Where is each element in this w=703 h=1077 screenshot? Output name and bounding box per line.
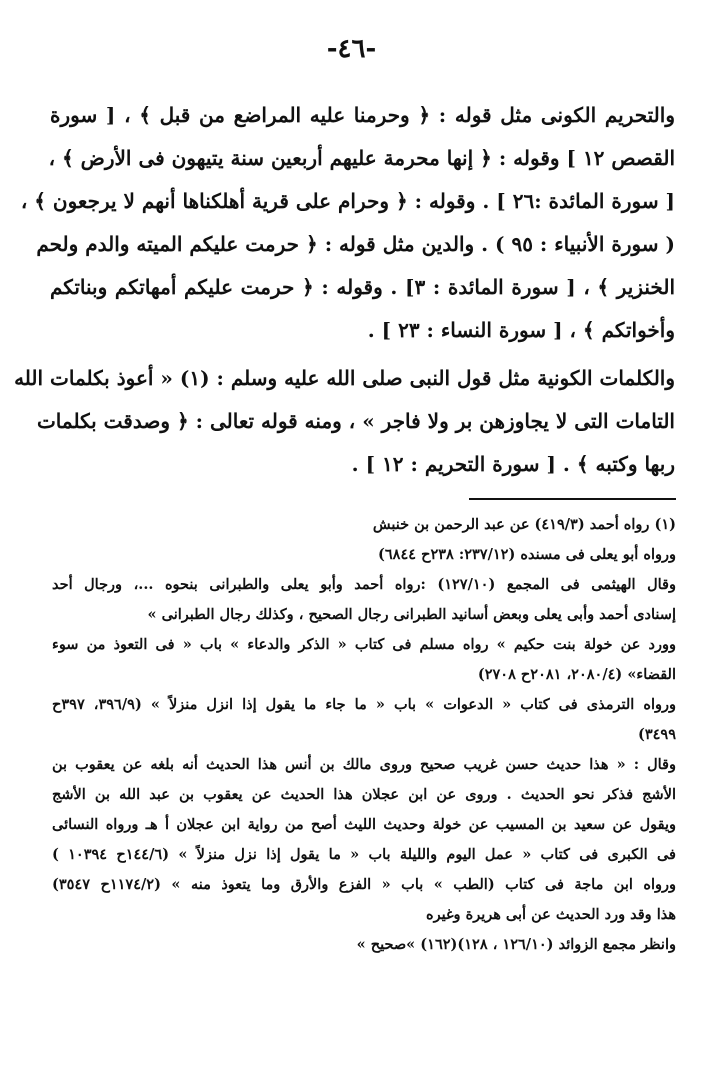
paragraph-line: وأخواتكم ﴾ ، [ سورة النساء : ٢٣ ] . bbox=[367, 318, 675, 342]
footnote-line: القضاء» (٢٠٨٠/٤، ٢٠٨١ح ٢٧٠٨) bbox=[477, 666, 676, 683]
footnote-line: فى الكبرى فى كتاب « عمل اليوم والليلة باب « ما يقول إذا نزل منزلاً » (١٤٤/٦ح ١٠٣٩٤ ) bbox=[52, 846, 676, 863]
paragraph-line: والكلمات الكونية مثل قول النبى صلى الله عليه وسلم : (١) « أعوذ بكلمات الله bbox=[14, 366, 675, 390]
footnote-line: الأشج فذكر نحو الحديث . وروى عن ابن عجلان هذا الحديث عن يعقوب بن عبد الله بن الأشج bbox=[52, 786, 676, 803]
footnote-line: (١) رواه أحمد (٤١٩/٣) عن عبد الرحمن بن خنبش bbox=[372, 516, 676, 533]
footnote-line: إسنادى أحمد وأبى يعلى وبعض أسانيد الطبرانى رجال الصحيح ، وكذلك رجال الطبرانى » bbox=[147, 606, 676, 623]
footnote-line: وقال : « هذا حديث حسن غريب صحيح وروى مالك بن أنس هذا الحديث أنه بلغه عن يعقوب بن bbox=[52, 756, 676, 773]
paragraph-line: التامات التى لا يجاوزهن بر ولا فاجر » ، ومنه قوله تعالى : ﴿ وصدقت بكلمات bbox=[36, 409, 675, 433]
footnote-line: ورواه أبو يعلى فى مسنده (٢٣٧/١٢: ٢٣٨ح ٦٨٤٤) bbox=[378, 546, 676, 563]
footnote-line: ورواه الترمذى فى كتاب « الدعوات » باب « ما جاء ما يقول إذا انزل منزلاً » (٣٩٦/٩، ٣٩٧ح bbox=[52, 696, 676, 713]
footnote-line: ٣٤٩٩) bbox=[637, 726, 676, 743]
page-number: -٤٦- bbox=[326, 34, 377, 64]
footnote-line: وانظر مجمع الزوائد (١٢٦/١٠ ، ١٢٨)(١٦٢) »صحيح » bbox=[356, 936, 676, 953]
paragraph-line: والتحريم الكونى مثل قوله : ﴿ وحرمنا عليه المراضع من قبل ﴾ ، [ سورة bbox=[50, 103, 675, 127]
footnote-separator bbox=[469, 498, 676, 500]
paragraph-line: القصص ١٢ ] وقوله : ﴿ إنها محرمة عليهم أربعين سنة يتيهون فى الأرض ﴾ ، bbox=[48, 146, 675, 170]
footnote-line: وورد عن خولة بنت حكيم » رواه مسلم فى كتاب « الذكر والدعاء » باب « فى التعوذ من سوء bbox=[52, 636, 676, 653]
paragraph-line: الخنزير ﴾ ، [ سورة المائدة : ٣] . وقوله : ﴿ حرمت عليكم أمهاتكم وبناتكم bbox=[50, 275, 675, 299]
paragraph-line: ربها وكتبه ﴾ . [ سورة التحريم : ١٢ ] . bbox=[351, 452, 675, 476]
footnote-line: ويقول عن سعيد بن المسيب عن خولة وحديث الليث أصح من رواية ابن عجلان أ هـ ورواه النسائى bbox=[52, 816, 676, 833]
footnote-line: ورواه ابن ماجة فى كتاب (الطب » باب « الفزع والأرق وما يتعوذ منه » (١١٧٤/٢ح ٣٥٤٧) bbox=[52, 876, 676, 893]
paragraph-words bbox=[14, 357, 675, 486]
footnote-line: هذا وقد ورد الحديث عن أبى هريرة وغيره bbox=[426, 906, 676, 923]
footnotes bbox=[52, 510, 676, 960]
paragraph-line: [ سورة المائدة :٢٦ ] . وقوله : ﴿ وحرام على قرية أهلكناها أنهم لا يرجعون ﴾ ، bbox=[20, 189, 675, 213]
paragraph-line: ( سورة الأنبياء : ٩٥ ) . والدين مثل قوله : ﴿ حرمت عليكم الميته والدم ولحم bbox=[36, 232, 675, 256]
footnote-line: وقال الهيثمى فى المجمع (١٢٧/١٠) :رواه أحمد وأبو يعلى والطبرانى بنحوه ...، ورجال أحد bbox=[52, 576, 676, 593]
paragraph-prohibition bbox=[20, 94, 675, 352]
